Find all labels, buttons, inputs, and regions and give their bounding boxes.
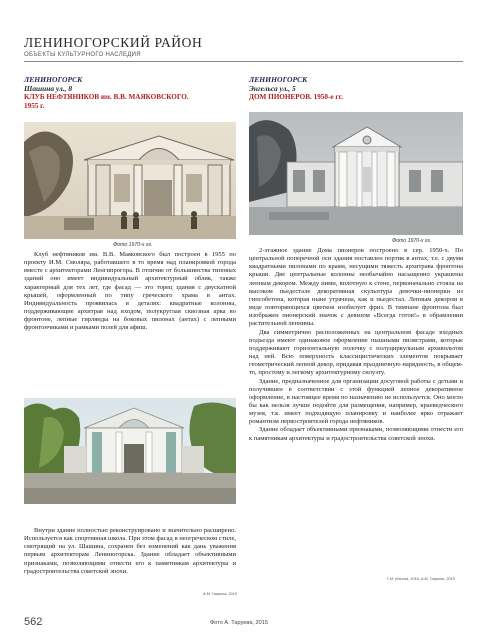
- left-photo2-credit: А.М. Гаврина, 2015: [203, 592, 237, 596]
- club-photo-2015: [24, 398, 236, 504]
- footer-photo-credit: Фото А. Таруева, 2015: [210, 620, 268, 626]
- right-building-name: ДОМ ПИОНЕРОВ. 1950-е гг.: [249, 93, 343, 101]
- right-paragraph: 2-этажное здание Дома пионеров построено в сер. 1950-х. По центральной поперечной оси здания поставлен портик в антах, т.е. с двумя квадратными пилонами по краям, несущими тяжесть архитрава фронтона крыши. Две центральные колонны необычайно насыщенно украшены лепным декором. Между ними, вплотную к стене, первоначально стояла на высоком пьедестале декоративная скульптура девочки-пионерки из гипсобетона, которая ныне утрачена, как и пьедестал. Лепным декором в виде повторяющихся цветков изобилует фриз. В тимпане фронтона был изображен пионерский значок с девизом «Всегда готов!» в обрамлении растительной лепнины.: [249, 247, 463, 328]
- right-heading: [249, 75, 463, 102]
- left-district: ЛЕНИНОГОРСК: [24, 75, 83, 84]
- right-address: Энгельса ул., 5: [249, 84, 296, 93]
- right-paragraph: Два симметрично расположенных на центральном фасаде входных подъезда имеют одинаковое оформление пышными пилястрами, которые поддерживают горизонтальную полочку с полуциркульным архивольтом над ней. Всю поверхность классицистических элементов покрывает геометрический лепной декор, придавая праздничную нарядность, в общем-то, простому и легкому архитектурному силуэту.: [249, 328, 463, 377]
- right-credit: Г.М. Ильина, 2016; А.М. Гаврина, 2015: [387, 577, 455, 581]
- left-text-2: Внутри здание полностью реконструировано и значительно расширено. Используется как спортивная школа. При этом фасад в неогреческом стиле, смотрящий на ул. Шашина, сохранен без изменений как дань уважения первым архитекторам Лениногорска. Здание обладает объективными признаками, позволяющими отнести его к памятникам архитектуры и градостроительства советской эпохи.: [24, 527, 236, 575]
- page-number: 562: [24, 616, 43, 628]
- right-text: [249, 247, 463, 443]
- right-district: ЛЕНИНОГОРСК: [249, 75, 308, 84]
- left-address: Шашина ул., 8: [24, 84, 73, 93]
- pioneer-house-photo-1970s: [249, 112, 463, 235]
- left-text-1: Клуб нефтяников им. В.В. Маяковского был построен в 1955 по проекту И.М. Смоляра, работавшего в то время над планировкой города вместе с архитекторами Ленгипрогора. В отличие от большинства типовых зданий оно имеет индивидуальный архитектурный облик, также характерный для тех лет, где фасад — это торец здания с двускатной крышей, оформленный по типу греческого храма в антах. Индивидуальность проявилась в деталях: квадратные колонны, поддерживающие архитрав над входом, полукруглая сквозная арка во фронтоне, лепные гирлянды на боковых пилонах (антах) с лепными фронтончиками и рамками полей для афиш.: [24, 251, 236, 332]
- right-paragraph: Здание обладает объективными признаками, позволяющими отнести его к памятникам архитектуры и градостроительства советской эпохи.: [249, 426, 463, 442]
- left-building-name: КЛУБ НЕФТЯНИКОВ им. В.В. МАЯКОВСКОГО. 1955 г.: [24, 93, 189, 110]
- page-subtitle: ОБЪЕКТЫ КУЛЬТУРНОГО НАСЛЕДИЯ: [24, 52, 141, 58]
- right-photo-caption: Фото 1970-х гг.: [392, 238, 432, 244]
- right-paragraph: Здание, предназначенное для организации досуговой работы с детьми и получившее в соответствии с этой функцией лепное декоративное оформление, в настоящее время по назначению не используется. Оно могло бы как нельзя лучше подойти для размещения, например, краеведческого музея, т.к. имеет подходящую планировку и наиболее ярко отражает романтизм первостроителей города нефтяников.: [249, 377, 463, 426]
- left-heading: [24, 75, 234, 111]
- club-photo-1970s: [24, 122, 236, 239]
- left-photo1-caption: Фото 1970-х гг.: [113, 242, 153, 248]
- header-divider: [24, 61, 463, 62]
- page-title: ЛЕНИНОГОРСКИЙ РАЙОН: [24, 35, 203, 50]
